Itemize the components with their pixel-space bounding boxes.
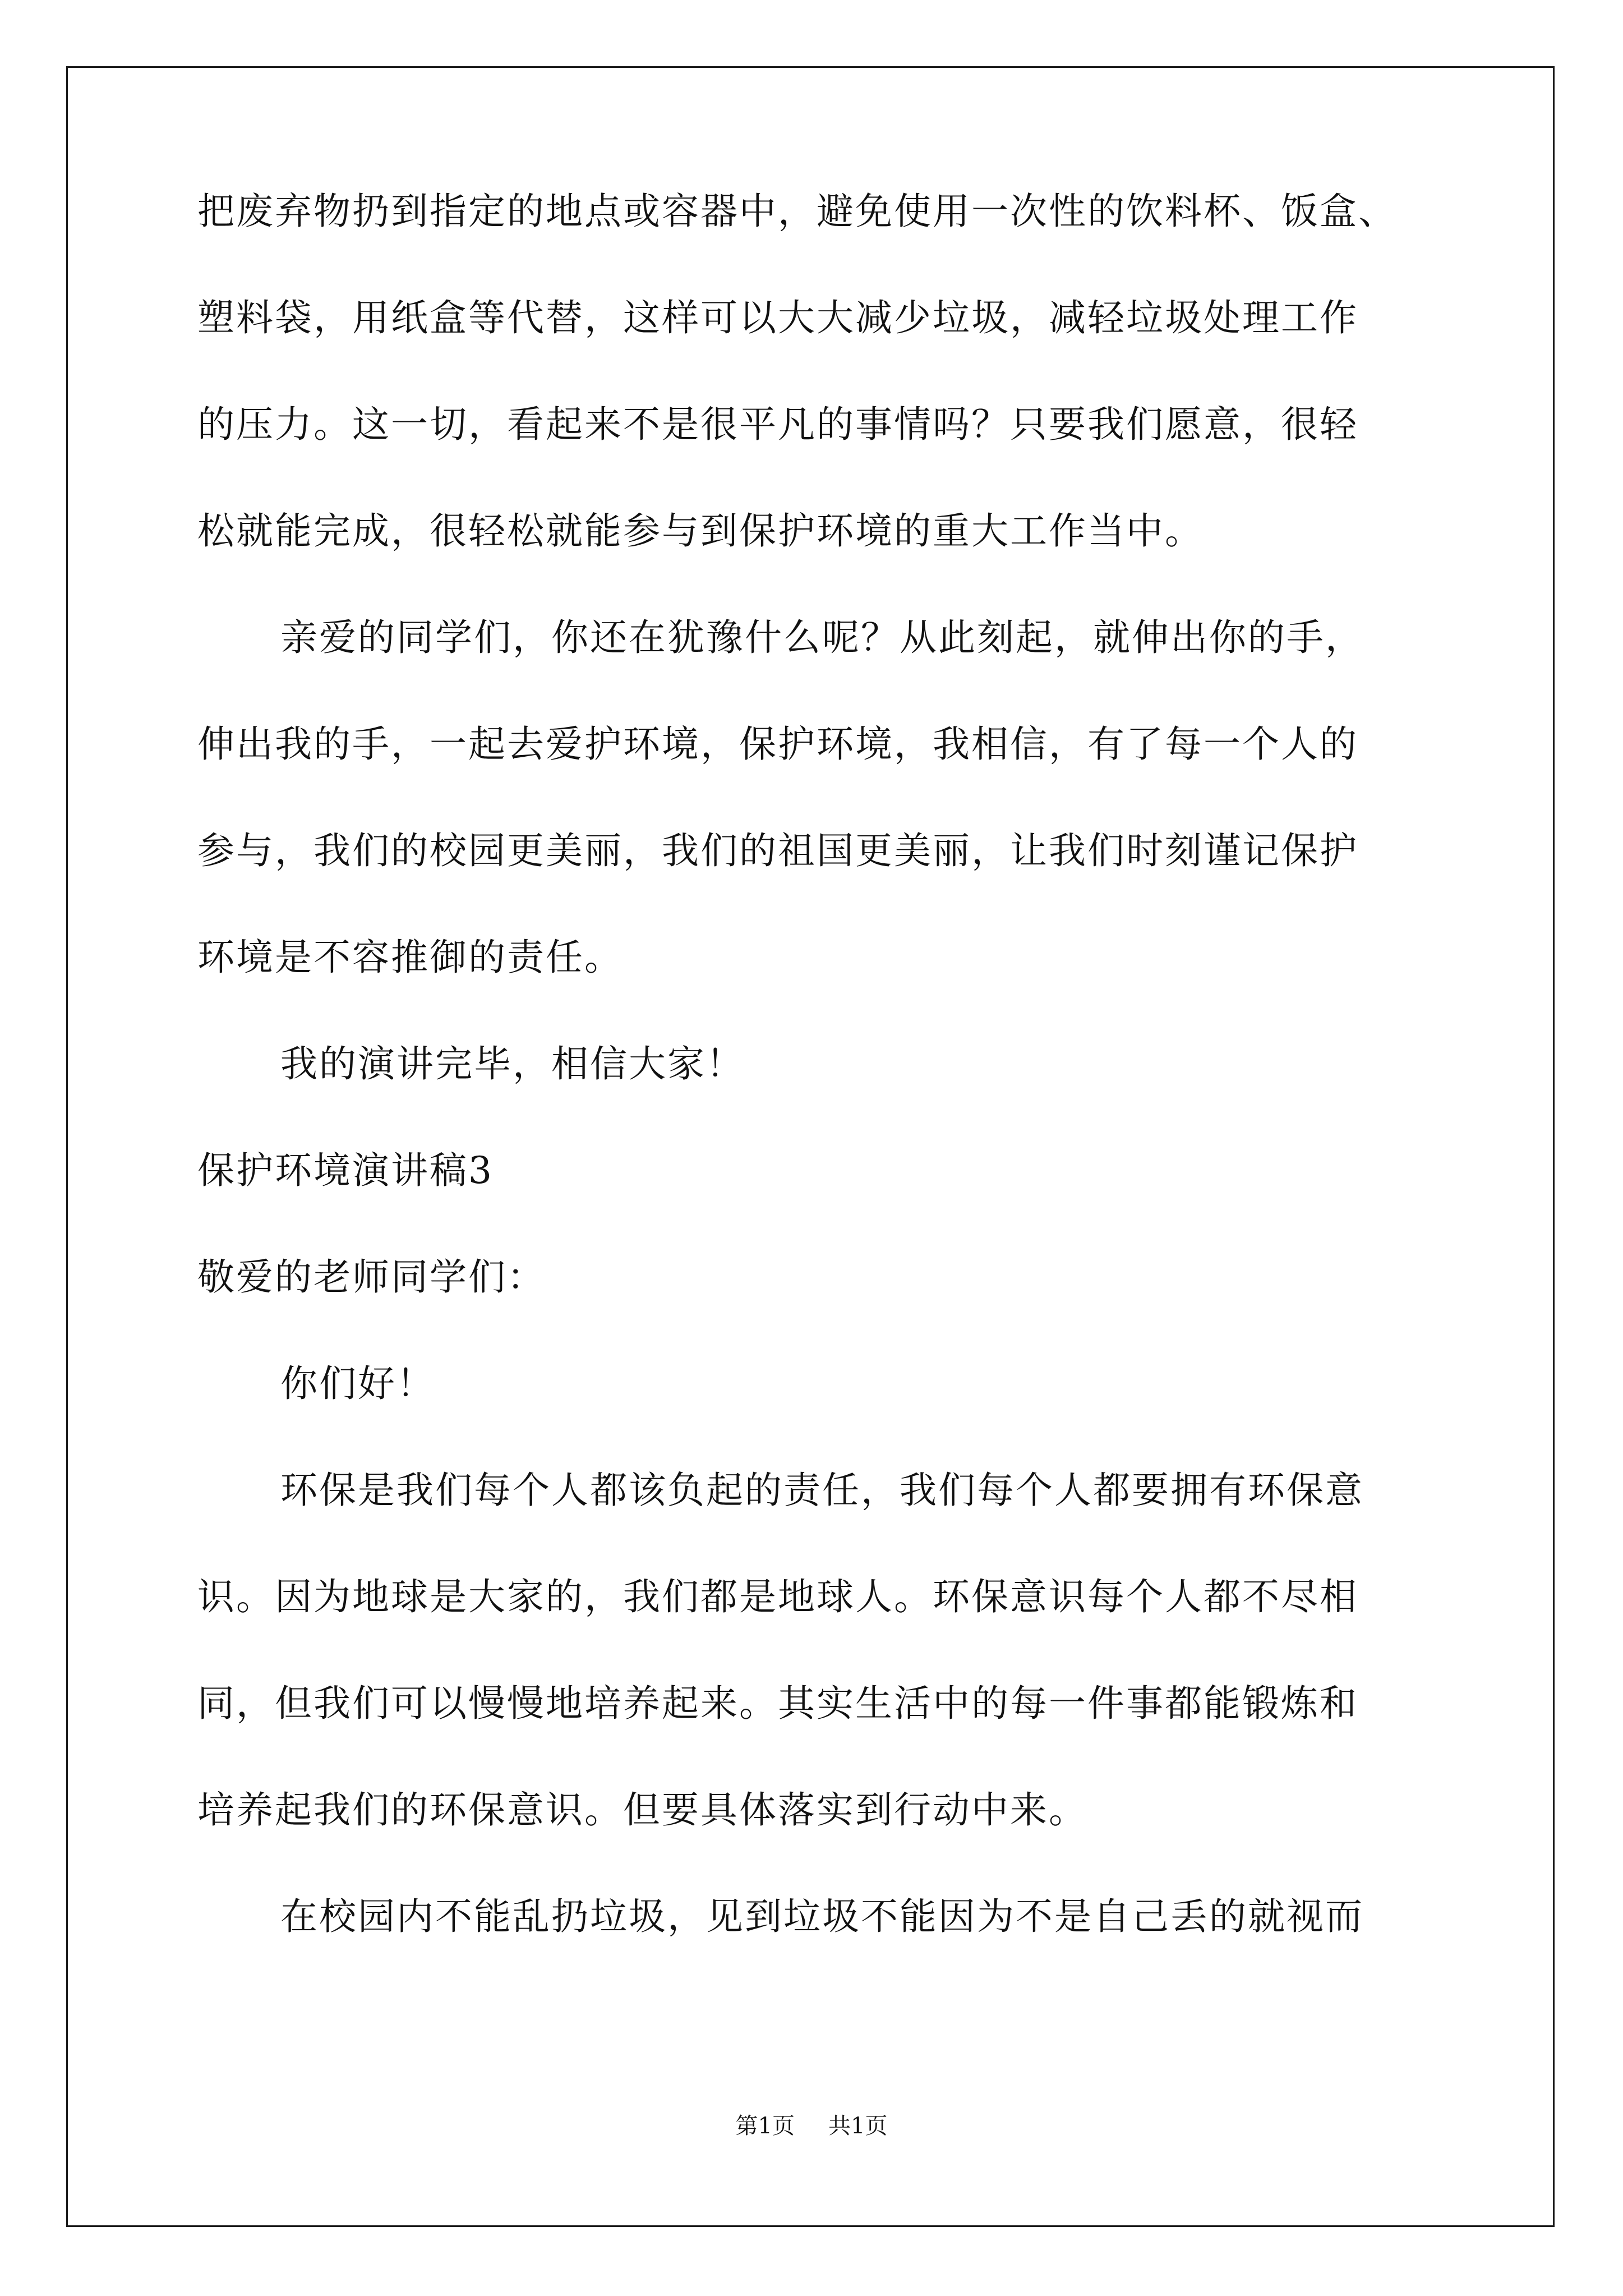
paragraph-start-line: 环保是我们每个人都该负起的责任，我们每个人都要拥有环保意 — [280, 1469, 1364, 1512]
text-line: 松就能完成，很轻松就能参与到保护环境的重大工作当中。 — [197, 509, 1204, 553]
paragraph-start-line: 在校园内不能乱扔垃圾，见到垃圾不能因为不是自己丢的就视而 — [280, 1895, 1364, 1938]
section-title: 保护环境演讲稿3 — [197, 1149, 494, 1192]
text-line: 参与，我们的校园更美丽，我们的祖国更美丽，让我们时刻谨记保护 — [197, 829, 1358, 872]
text-line: 识。因为地球是大家的，我们都是地球人。环保意识每个人都不尽相 — [197, 1575, 1358, 1618]
text-line: 塑料袋，用纸盒等代替，这样可以大大减少垃圾，减轻垃圾处理工作 — [197, 296, 1358, 339]
text-line: 伸出我的手，一起去爱护环境，保护环境，我相信，有了每一个人的 — [197, 723, 1358, 766]
text-line: 培养起我们的环保意识。但要具体落实到行动中来。 — [197, 1788, 1087, 1832]
text-line: 同，但我们可以慢慢地培养起来。其实生活中的每一件事都能锻炼和 — [197, 1682, 1358, 1725]
text-line: 的压力。这一切，看起来不是很平凡的事情吗？只要我们愿意，很轻 — [197, 403, 1358, 446]
text-line: 环境是不容推御的责任。 — [197, 936, 623, 979]
salutation: 敬爱的老师同学们： — [197, 1255, 546, 1299]
page-footer — [0, 2109, 1623, 2143]
closing-line: 我的演讲完毕，相信大家！ — [280, 1042, 745, 1085]
page-total: 共1页 — [828, 2113, 888, 2139]
paragraph-start-line: 亲爱的同学们，你还在犹豫什么呢？从此刻起，就伸出你的手， — [280, 616, 1364, 659]
greeting: 你们好！ — [280, 1362, 435, 1405]
text-line: 把废弃物扔到指定的地点或容器中，避免使用一次性的饮料杯、饭盒、 — [197, 190, 1397, 233]
page-number: 第1页 — [735, 2113, 795, 2139]
